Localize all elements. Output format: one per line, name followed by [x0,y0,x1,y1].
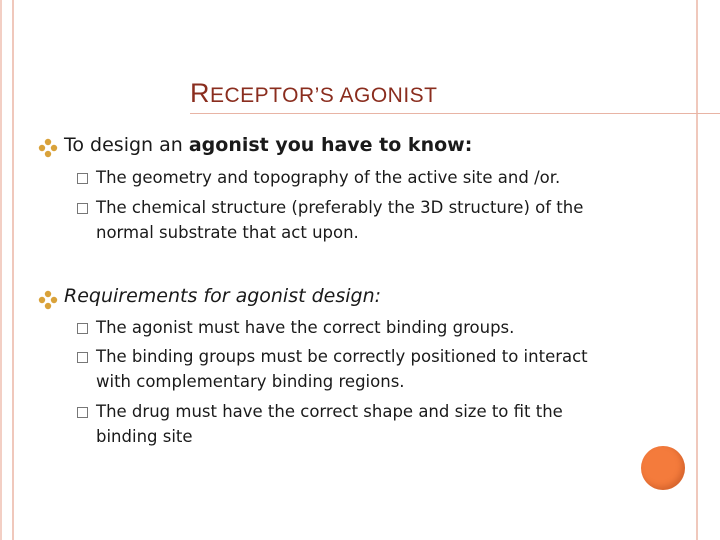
square-bullet-icon [77,352,88,363]
flower-bullet-icon [38,138,58,158]
section-1-lead: To design an agonist you have to know: [64,134,473,156]
flower-bullet-icon [38,290,58,310]
square-bullet-icon [77,203,88,214]
section-1-item: The geometry and topography of the active site and /or. [96,168,561,187]
slide-border-line [696,0,698,540]
section-1-item: The chemical structure (preferably the 3D structure) of the normal substrate that act upon. [96,198,584,242]
section-2-item: The drug must have the correct shape and size to fit the binding site [96,402,563,446]
square-bullet-icon [77,173,88,184]
slide-title: RECEPTOR’S AGONIST [190,78,438,108]
square-bullet-icon [77,407,88,418]
section-2-item: The binding groups must be correctly positioned to interact with complementary binding regions. [96,347,588,391]
square-bullet-icon [77,323,88,334]
section-2-lead: Requirements for agonist design: [64,285,382,307]
section-2-item: The agonist must have the correct binding groups. [96,318,515,337]
title-underline [190,113,720,114]
slide-border-line [12,0,14,540]
decorative-circle [641,446,685,490]
